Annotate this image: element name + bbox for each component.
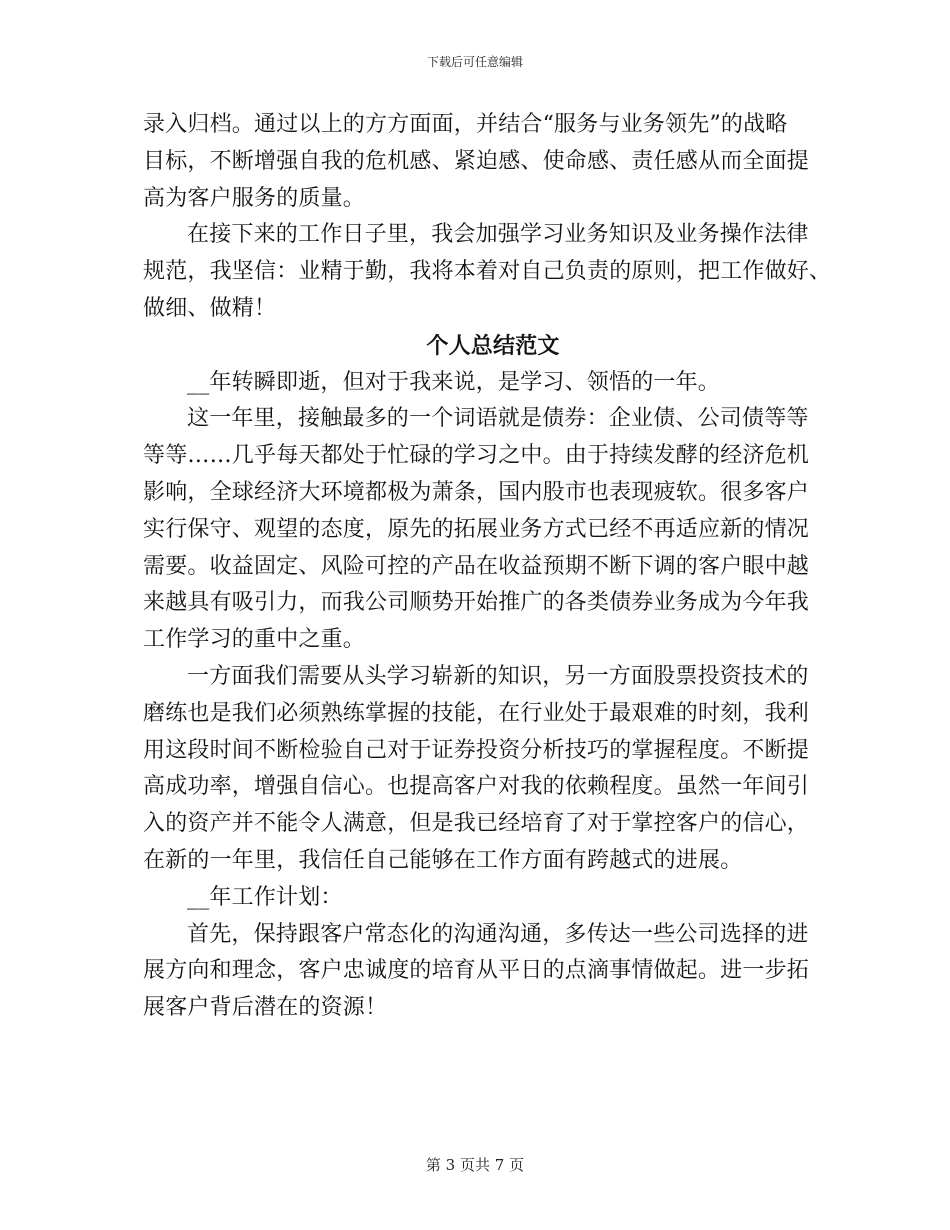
section-title: 个人总结范文 <box>426 332 560 359</box>
paragraph-line: 目标，不断增强自我的危机感、紧迫感、使命感、责任感从而全面提 <box>143 148 810 174</box>
document-body <box>143 107 832 1027</box>
paragraph-line: 展方向和理念，客户忠诚度的培育从平日的点滴事情做起。进一步拓 <box>143 958 810 984</box>
paragraph-line: 做细、做精！ <box>143 295 277 321</box>
paragraph-line: 实行保守、观望的态度，原先的拓展业务方式已经不再适应新的情况 <box>143 516 810 542</box>
paragraph-line: __年工作计划： <box>187 884 343 910</box>
paragraph-line: 录入归档。通过以上的方方面面，并结合“服务与业务领先”的战略 <box>143 112 788 137</box>
paragraph-line: 展客户背后潜在的资源！ <box>143 995 388 1021</box>
paragraph-line: 高为客户服务的质量。 <box>143 185 366 211</box>
paragraph-line: 在新的一年里，我信任自己能够在工作方面有跨越式的进展。 <box>143 847 743 873</box>
page-footer: 第 3 页共 7 页 <box>425 1156 525 1174</box>
page-header: 下载后可任意编辑 <box>426 55 523 69</box>
paragraph-line: 来越具有吸引力，而我公司顺势开始推广的各类债券业务成为今年我 <box>143 590 810 616</box>
paragraph-line: 这一年里，接触最多的一个词语就是债券：企业债、公司债等等 <box>187 406 809 432</box>
paragraph-line: 影响，全球经济大环境都极为萧条，国内股市也表现疲软。很多客户 <box>143 479 810 505</box>
paragraph-line: 入的资产并不能令人满意，但是我已经培育了对于掌控客户的信心， <box>143 811 810 837</box>
paragraph-line: 用这段时间不断检验自己对于证券投资分析技巧的掌握程度。不断提 <box>143 737 810 763</box>
paragraph-line: 工作学习的重中之重。 <box>143 627 366 653</box>
paragraph-line: 规范，我坚信：业精于勤，我将本着对自己负责的原则，把工作做好、 <box>143 259 832 285</box>
paragraph-line: 一方面我们需要从头学习崭新的知识，另一方面股票投资技术的 <box>187 663 809 689</box>
paragraph-line: 需要。收益固定、风险可控的产品在收益预期不断下调的客户眼中越 <box>143 553 810 579</box>
paragraph-line: 首先，保持跟客户常态化的沟通沟通，多传达一些公司选择的进 <box>187 921 809 947</box>
paragraph-line: 在接下来的工作日子里，我会加强学习业务知识及业务操作法律 <box>187 222 809 248</box>
paragraph-line: 等等……几乎每天都处于忙碌的学习之中。由于持续发酵的经济危机 <box>143 443 810 469</box>
paragraph-line: __年转瞬即逝，但对于我来说，是学习、领悟的一年。 <box>187 369 721 395</box>
paragraph-line: 高成功率，增强自信心。也提高客户对我的依赖程度。虽然一年间引 <box>143 774 810 800</box>
paragraph-line: 磨练也是我们必须熟练掌握的技能，在行业处于最艰难的时刻，我利 <box>143 700 810 726</box>
